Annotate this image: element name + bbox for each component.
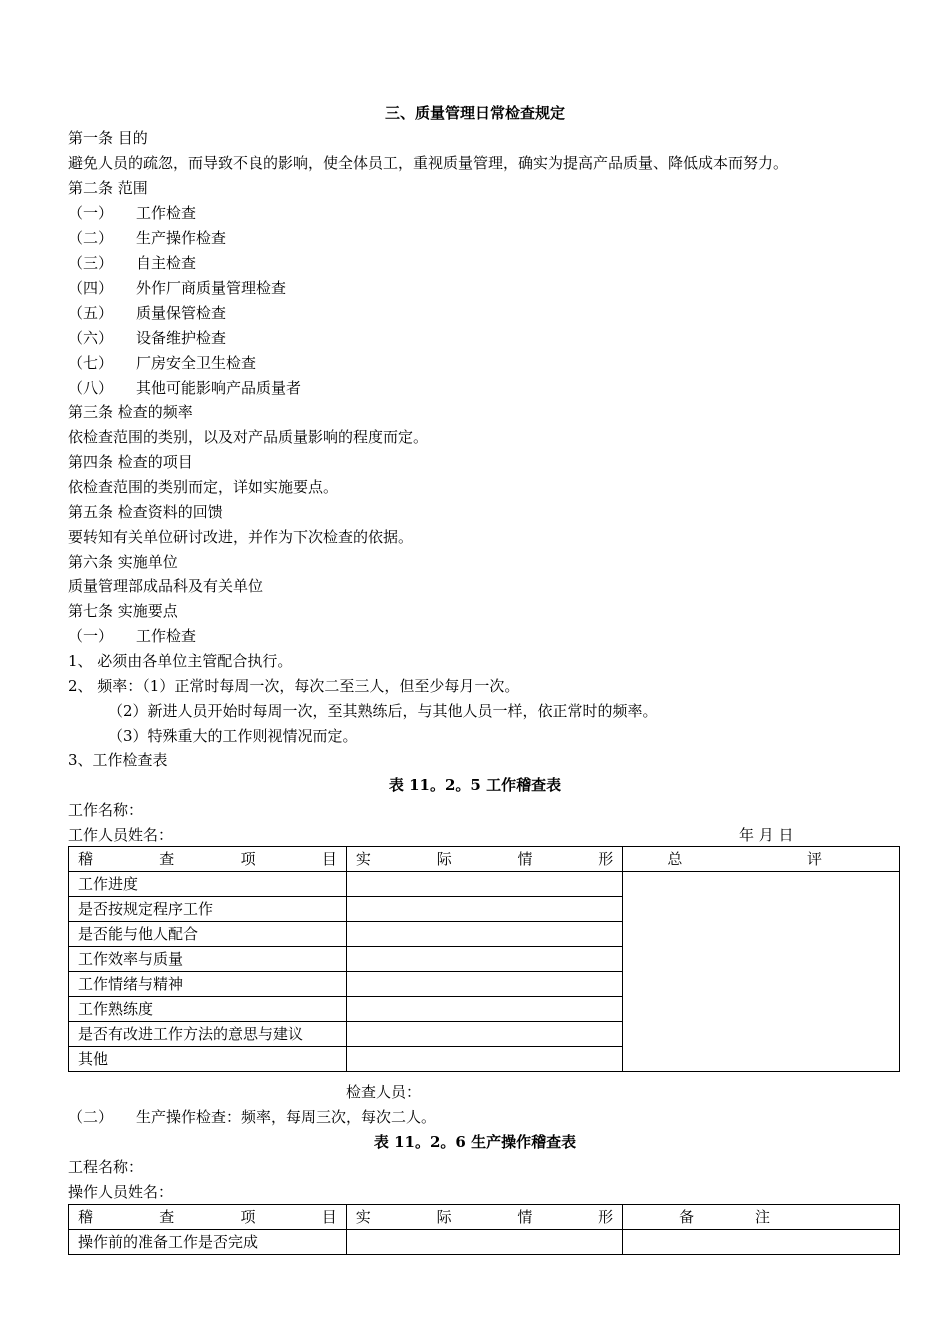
article-2-heading: 第二条 范围 [68, 179, 148, 197]
table-2-person-label: 操作人员姓名： [68, 1183, 174, 1201]
table-row [69, 1230, 900, 1255]
audit-item-cell: 工作效率与质量 [69, 947, 347, 972]
section-1-number: （一） [68, 627, 114, 645]
scope-item-text: 生产操作检查 [136, 229, 227, 247]
audit-item-cell: 操作前的准备工作是否完成 [69, 1230, 347, 1255]
scope-item [68, 378, 301, 398]
section-2-text: 生产操作检查：频率，每周三次，每次二人。 [136, 1108, 437, 1126]
header-remarks: 备 注 [623, 1205, 900, 1230]
section-2-heading [68, 1107, 436, 1127]
actual-situation-cell[interactable] [346, 1022, 622, 1047]
actual-situation-cell[interactable] [346, 1047, 622, 1072]
scope-item [68, 328, 226, 348]
scope-item-number: （三） [68, 254, 114, 272]
scope-item-number: （四） [68, 279, 114, 297]
section-1-heading [68, 626, 196, 646]
audit-item-cell: 是否能与他人配合 [69, 922, 347, 947]
actual-situation-cell[interactable] [346, 1230, 622, 1255]
scope-item [68, 353, 256, 373]
header-audit-item: 稽 查 项 目 [69, 847, 347, 872]
item-3: 3、工作检查表 [68, 751, 168, 769]
audit-item-cell: 工作情绪与精神 [69, 972, 347, 997]
article-6-heading: 第六条 实施单位 [68, 553, 178, 571]
article-4-body: 依检查范围的类别而定，详如实施要点。 [68, 478, 339, 496]
item-2-sub-2: （2）新进人员开始时每周一次，至其熟练后，与其他人员一样，依正常时的频率。 [108, 702, 658, 720]
remarks-cell[interactable] [623, 1230, 900, 1255]
scope-item [68, 203, 196, 223]
scope-item-text: 质量保管检查 [136, 304, 227, 322]
item-2-sub-3: （3）特殊重大的工作则视情况而定。 [108, 727, 358, 745]
actual-situation-cell[interactable] [346, 972, 622, 997]
scope-item-number: （五） [68, 304, 114, 322]
table-1-caption: 表 11。2。5 工作稽查表 [388, 776, 562, 794]
document-title: 三、质量管理日常检查规定 [384, 104, 565, 122]
audit-item-cell: 是否按规定程序工作 [69, 897, 347, 922]
article-1-body: 避免人员的疏忽，而导致不良的影响，使全体员工，重视质量管理，确实为提高产品质量、降低成本而努力。 [68, 154, 789, 172]
scope-item-text: 自主检查 [136, 254, 197, 272]
audit-item-cell: 工作进度 [69, 872, 347, 897]
scope-item [68, 278, 286, 298]
scope-item [68, 253, 196, 273]
overall-comment-cell[interactable] [623, 872, 900, 1072]
inspector-label: 检查人员： [346, 1083, 422, 1101]
scope-item-text: 工作检查 [136, 204, 197, 222]
audit-item-cell: 其他 [69, 1047, 347, 1072]
scope-item [68, 303, 226, 323]
article-7-heading: 第七条 实施要点 [68, 602, 178, 620]
table-header-row [69, 1205, 900, 1230]
header-overall-comment: 总 评 [623, 847, 900, 872]
work-audit-table [68, 846, 900, 1072]
header-actual-situation: 实 际 情 形 [346, 847, 622, 872]
item-1: 1、 必须由各单位主管配合执行。 [68, 652, 293, 670]
scope-item-text: 设备维护检查 [136, 329, 227, 347]
table-2-caption: 表 11。2。6 生产操作稽查表 [373, 1133, 577, 1151]
actual-situation-cell[interactable] [346, 922, 622, 947]
audit-item-cell: 工作熟练度 [69, 997, 347, 1022]
article-5-body: 要转知有关单位研讨改进，并作为下次检查的依据。 [68, 528, 414, 546]
header-audit-item: 稽 查 项 目 [69, 1205, 347, 1230]
scope-item-number: （七） [68, 354, 114, 372]
article-6-body: 质量管理部成品科及有关单位 [68, 577, 264, 595]
scope-item-text: 外作厂商质量管理检查 [136, 279, 287, 297]
table-1-date-label: 年 月 日 [739, 826, 794, 844]
section-2-number: （二） [68, 1108, 114, 1126]
scope-item-number: （一） [68, 204, 114, 222]
article-4-heading: 第四条 检查的项目 [68, 453, 193, 471]
scope-item-number: （二） [68, 229, 114, 247]
section-1-text: 工作检查 [136, 627, 197, 645]
table-header-row [69, 847, 900, 872]
table-1-person-label: 工作人员姓名： [68, 826, 174, 844]
table-2-name-label: 工程名称： [68, 1158, 144, 1176]
scope-item-number: （六） [68, 329, 114, 347]
article-5-heading: 第五条 检查资料的回馈 [68, 503, 223, 521]
article-3-body: 依检查范围的类别，以及对产品质量影响的程度而定。 [68, 428, 429, 446]
actual-situation-cell[interactable] [346, 872, 622, 897]
production-audit-table [68, 1204, 900, 1255]
table-1-name-label: 工作名称： [68, 801, 144, 819]
scope-item-number: （八） [68, 379, 114, 397]
item-2: 2、 频率：（1）正常时每周一次，每次二至三人，但至少每月一次。 [68, 677, 520, 695]
actual-situation-cell[interactable] [346, 947, 622, 972]
actual-situation-cell[interactable] [346, 997, 622, 1022]
table-row [69, 872, 900, 897]
scope-item [68, 228, 226, 248]
scope-item-text: 其他可能影响产品质量者 [136, 379, 302, 397]
audit-item-cell: 是否有改进工作方法的意思与建议 [69, 1022, 347, 1047]
actual-situation-cell[interactable] [346, 897, 622, 922]
article-1-heading: 第一条 目的 [68, 129, 148, 147]
header-actual-situation: 实 际 情 形 [346, 1205, 622, 1230]
scope-item-text: 厂房安全卫生检查 [136, 354, 257, 372]
article-3-heading: 第三条 检查的频率 [68, 403, 193, 421]
